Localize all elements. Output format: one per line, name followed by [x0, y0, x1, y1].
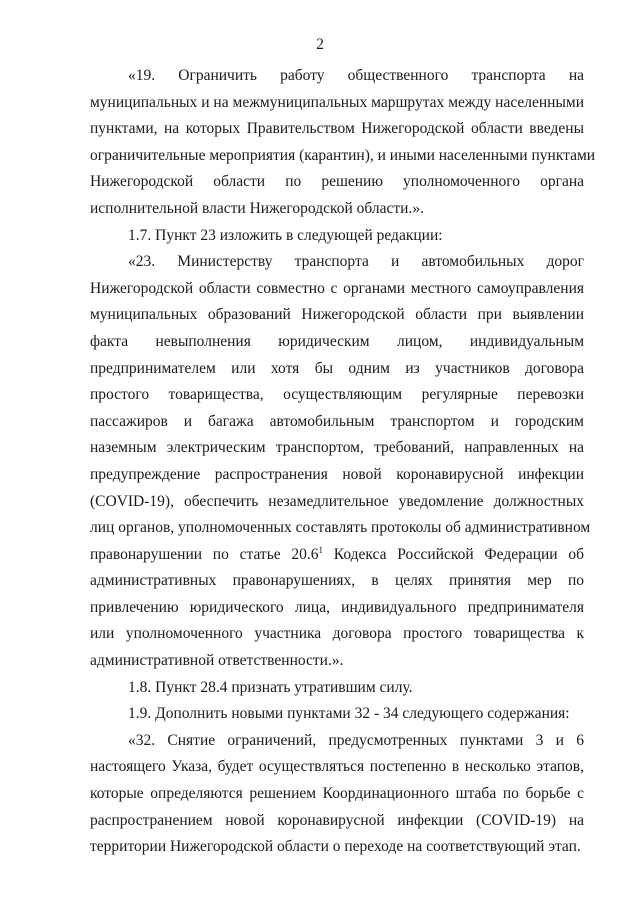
paragraph-p1_8: [90, 675, 584, 702]
text-line: предупреждение распространения новой коронавирусной инфекции: [90, 465, 584, 483]
text-line: муниципальных и на межмуниципальных маршрутах между населенными: [90, 93, 584, 111]
text-line: Нижегородской области по решению уполномоченного органа: [90, 173, 584, 191]
text-line: пассажиров и багажа автомобильным транспортом и городским: [90, 412, 584, 430]
text-line: пунктами, на которых Правительством Нижегородской области введены: [90, 120, 584, 138]
text-line-tail: Кодекса Российской Федерации об: [323, 545, 584, 563]
text-line: исполнительной власти Нижегородской области.».: [90, 199, 424, 217]
text-line: настоящего Указа, будет осуществляться постепенно в несколько этапов,: [90, 758, 584, 776]
document-body: [90, 63, 596, 861]
footnote-superscript: 1: [318, 544, 324, 555]
text-line: или уполномоченного участника договора простого товарищества к: [90, 625, 584, 643]
text-line: Нижегородской области совместно с органами местного самоуправления: [90, 279, 584, 297]
text-line: административной ответственности.».: [90, 652, 344, 670]
text-line: (COVID-19), обеспечить незамедлительное уведомление должностных: [90, 492, 584, 510]
paragraph-p19: [90, 63, 596, 223]
text-line: 1.9. Дополнить новыми пунктами 32 - 34 следующего содержания:: [128, 705, 570, 723]
text-line: предпринимателем или хотя бы одним из участников договора: [90, 359, 584, 377]
text-line: ограничительные мероприятия (карантин), и иными населенными пунктами: [90, 146, 596, 164]
page-number: 2: [316, 36, 324, 53]
text-line: «32. Снятие ограничений, предусмотренных пунктами 3 и 6: [128, 731, 584, 749]
text-line: «19. Ограничить работу общественного транспорта на: [128, 67, 584, 84]
paragraph-p1_9: [90, 701, 584, 728]
paragraph-p1_7: [90, 223, 584, 250]
text-line: факта невыполнения юридическим лицом, индивидуальным: [90, 332, 584, 350]
text-line: правонарушении по статье 20.6$^1$ Кодекса Российской Федерации об: [90, 544, 584, 563]
paragraph-p32: [90, 728, 584, 861]
text-line: «23. Министерству транспорта и автомобильных дорог: [128, 253, 584, 271]
text-line: простого товарищества, осуществляющим регулярные перевозки: [90, 386, 584, 404]
paragraph-p23: [90, 249, 591, 675]
text-line: привлечению юридического лица, индивидуального предпринимателя: [90, 598, 584, 616]
text-line: лиц органов, уполномоченных составлять протоколы об административном: [90, 519, 591, 537]
text-line: административных правонарушениях, в целях принятия мер по: [90, 572, 584, 590]
text-line: 1.8. Пункт 28.4 признать утратившим силу.: [128, 678, 413, 696]
text-line: 1.7. Пункт 23 изложить в следующей редакции:: [128, 226, 443, 244]
text-line: распространением новой коронавирусной инфекции (COVID-19) на: [90, 811, 584, 829]
text-line: муниципальных образований Нижегородской области при выявлении: [90, 306, 584, 324]
text-line: наземным электрическим транспортом, требований, направленных на: [90, 439, 584, 457]
text-line: которые определяются решением Координационного штаба по борьбе с: [90, 785, 584, 803]
text-line: территории Нижегородской области о переходе на соответствующий этап.: [90, 838, 581, 856]
